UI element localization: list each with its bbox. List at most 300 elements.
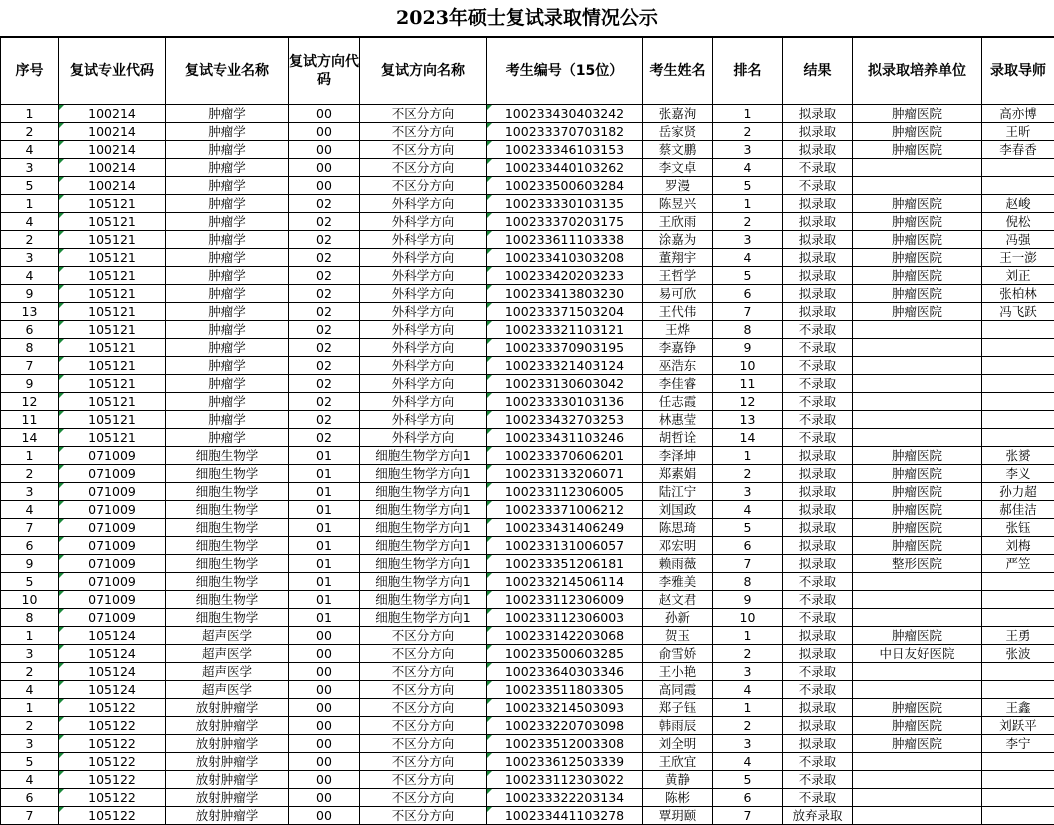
result-cell: 拟录取: [783, 555, 853, 573]
unit-cell: 肿瘤医院: [853, 195, 982, 213]
unit-cell: [853, 357, 982, 375]
candidate-id-cell: 100233371503204: [487, 303, 643, 321]
candidate-id-cell: 100233640303346: [487, 663, 643, 681]
major-name-cell: 超声医学: [166, 663, 289, 681]
major-name-cell: 细胞生物学: [166, 519, 289, 537]
candidate-id-cell: 100233142203068: [487, 627, 643, 645]
result-cell: 拟录取: [783, 519, 853, 537]
advisor-cell: [982, 807, 1054, 825]
major-name-cell: 肿瘤学: [166, 393, 289, 411]
result-cell: 拟录取: [783, 141, 853, 159]
candidate-id-cell: 100233133206071: [487, 465, 643, 483]
seq-cell: 13: [1, 303, 59, 321]
rank-cell: 3: [713, 141, 783, 159]
table-row: [1, 339, 1054, 357]
major-code-cell: 105122: [59, 771, 166, 789]
direction-name-cell: 外科学方向: [360, 303, 487, 321]
major-name-cell: 细胞生物学: [166, 465, 289, 483]
advisor-cell: 张赟: [982, 447, 1054, 465]
unit-cell: 肿瘤医院: [853, 627, 982, 645]
major-name-cell: 肿瘤学: [166, 123, 289, 141]
candidate-id-cell: 100233112306003: [487, 609, 643, 627]
result-cell: 不录取: [783, 393, 853, 411]
header-cell: 复试专业名称: [166, 38, 289, 105]
result-cell: 不录取: [783, 339, 853, 357]
direction-code-cell: 01: [289, 465, 360, 483]
seq-cell: 3: [1, 159, 59, 177]
major-code-cell: 105122: [59, 699, 166, 717]
direction-name-cell: 不区分方向: [360, 105, 487, 123]
unit-cell: 肿瘤医院: [853, 285, 982, 303]
seq-cell: 4: [1, 501, 59, 519]
candidate-id-cell: 100233112306005: [487, 483, 643, 501]
candidate-name-cell: 岳家贤: [643, 123, 713, 141]
major-code-cell: 071009: [59, 609, 166, 627]
candidate-name-cell: 王代伟: [643, 303, 713, 321]
table-row: [1, 699, 1054, 717]
unit-cell: 肿瘤医院: [853, 465, 982, 483]
table-row: [1, 159, 1054, 177]
result-cell: 拟录取: [783, 735, 853, 753]
header-cell: 拟录取培养单位: [853, 38, 982, 105]
direction-name-cell: 不区分方向: [360, 645, 487, 663]
direction-name-cell: 细胞生物学方向1: [360, 465, 487, 483]
table-row: [1, 609, 1054, 627]
candidate-id-cell: 100233131006057: [487, 537, 643, 555]
unit-cell: 肿瘤医院: [853, 501, 982, 519]
table-row: [1, 519, 1054, 537]
major-name-cell: 放射肿瘤学: [166, 807, 289, 825]
seq-cell: 2: [1, 717, 59, 735]
result-cell: 拟录取: [783, 717, 853, 735]
unit-cell: [853, 159, 982, 177]
major-name-cell: 细胞生物学: [166, 501, 289, 519]
table-row: [1, 195, 1054, 213]
seq-cell: 9: [1, 375, 59, 393]
direction-name-cell: 外科学方向: [360, 429, 487, 447]
seq-cell: 1: [1, 105, 59, 123]
rank-cell: 4: [713, 159, 783, 177]
direction-name-cell: 不区分方向: [360, 771, 487, 789]
major-name-cell: 肿瘤学: [166, 141, 289, 159]
table-row: [1, 141, 1054, 159]
major-code-cell: 105121: [59, 357, 166, 375]
candidate-id-cell: 100233500603285: [487, 645, 643, 663]
major-code-cell: 071009: [59, 447, 166, 465]
advisor-cell: [982, 681, 1054, 699]
major-name-cell: 细胞生物学: [166, 591, 289, 609]
candidate-name-cell: 孙新: [643, 609, 713, 627]
header-cell: 录取导师: [982, 38, 1054, 105]
table-row: [1, 717, 1054, 735]
direction-code-cell: 00: [289, 645, 360, 663]
result-cell: 拟录取: [783, 249, 853, 267]
table-row: [1, 267, 1054, 285]
direction-name-cell: 外科学方向: [360, 213, 487, 231]
unit-cell: [853, 573, 982, 591]
advisor-cell: 冯强: [982, 231, 1054, 249]
rank-cell: 4: [713, 681, 783, 699]
rank-cell: 5: [713, 267, 783, 285]
unit-cell: 肿瘤医院: [853, 213, 982, 231]
seq-cell: 8: [1, 609, 59, 627]
major-code-cell: 071009: [59, 573, 166, 591]
major-code-cell: 071009: [59, 501, 166, 519]
candidate-name-cell: 黄静: [643, 771, 713, 789]
direction-name-cell: 外科学方向: [360, 285, 487, 303]
major-code-cell: 105122: [59, 717, 166, 735]
candidate-id-cell: 100233430403242: [487, 105, 643, 123]
direction-name-cell: 不区分方向: [360, 177, 487, 195]
candidate-id-cell: 100233370903195: [487, 339, 643, 357]
unit-cell: [853, 393, 982, 411]
unit-cell: 肿瘤医院: [853, 231, 982, 249]
seq-cell: 4: [1, 141, 59, 159]
candidate-name-cell: 高同霞: [643, 681, 713, 699]
rank-cell: 5: [713, 177, 783, 195]
major-name-cell: 肿瘤学: [166, 429, 289, 447]
rank-cell: 10: [713, 357, 783, 375]
candidate-name-cell: 赖雨薇: [643, 555, 713, 573]
advisor-cell: [982, 429, 1054, 447]
result-cell: 不录取: [783, 573, 853, 591]
result-cell: 拟录取: [783, 537, 853, 555]
direction-code-cell: 00: [289, 177, 360, 195]
candidate-name-cell: 胡哲诠: [643, 429, 713, 447]
seq-cell: 7: [1, 807, 59, 825]
direction-code-cell: 01: [289, 519, 360, 537]
major-code-cell: 105122: [59, 807, 166, 825]
direction-name-cell: 不区分方向: [360, 663, 487, 681]
header-cell: 排名: [713, 38, 783, 105]
header-cell: 复试方向名称: [360, 38, 487, 105]
unit-cell: [853, 375, 982, 393]
direction-name-cell: 细胞生物学方向1: [360, 537, 487, 555]
advisor-cell: 张钰: [982, 519, 1054, 537]
unit-cell: [853, 609, 982, 627]
major-code-cell: 105124: [59, 645, 166, 663]
unit-cell: 整形医院: [853, 555, 982, 573]
major-code-cell: 100214: [59, 177, 166, 195]
candidate-id-cell: 100233420203233: [487, 267, 643, 285]
direction-name-cell: 不区分方向: [360, 123, 487, 141]
major-code-cell: 071009: [59, 483, 166, 501]
major-code-cell: 100214: [59, 123, 166, 141]
direction-name-cell: 不区分方向: [360, 807, 487, 825]
direction-name-cell: 不区分方向: [360, 789, 487, 807]
result-cell: 拟录取: [783, 501, 853, 519]
major-name-cell: 肿瘤学: [166, 375, 289, 393]
major-name-cell: 放射肿瘤学: [166, 789, 289, 807]
table-row: [1, 627, 1054, 645]
table-row: [1, 429, 1054, 447]
candidate-id-cell: 100233432703253: [487, 411, 643, 429]
rank-cell: 6: [713, 537, 783, 555]
header-cell: 结果: [783, 38, 853, 105]
advisor-cell: [982, 375, 1054, 393]
major-name-cell: 细胞生物学: [166, 537, 289, 555]
direction-code-cell: 01: [289, 591, 360, 609]
header-cell: 序号: [1, 38, 59, 105]
seq-cell: 4: [1, 267, 59, 285]
advisor-cell: 张波: [982, 645, 1054, 663]
direction-name-cell: 外科学方向: [360, 339, 487, 357]
major-name-cell: 肿瘤学: [166, 105, 289, 123]
advisor-cell: 高亦博: [982, 105, 1054, 123]
result-cell: 不录取: [783, 591, 853, 609]
candidate-name-cell: 刘全明: [643, 735, 713, 753]
table-row: [1, 411, 1054, 429]
major-code-cell: 105121: [59, 411, 166, 429]
direction-code-cell: 00: [289, 699, 360, 717]
table-row: [1, 465, 1054, 483]
direction-code-cell: 00: [289, 105, 360, 123]
result-cell: 拟录取: [783, 447, 853, 465]
major-name-cell: 肿瘤学: [166, 357, 289, 375]
major-code-cell: 071009: [59, 591, 166, 609]
candidate-name-cell: 李嘉铮: [643, 339, 713, 357]
major-code-cell: 105121: [59, 321, 166, 339]
seq-cell: 10: [1, 591, 59, 609]
candidate-name-cell: 王欣宜: [643, 753, 713, 771]
unit-cell: 肿瘤医院: [853, 483, 982, 501]
advisor-cell: 王勇: [982, 627, 1054, 645]
seq-cell: 2: [1, 123, 59, 141]
direction-name-cell: 不区分方向: [360, 753, 487, 771]
candidate-name-cell: 俞雪娇: [643, 645, 713, 663]
seq-cell: 1: [1, 627, 59, 645]
direction-name-cell: 外科学方向: [360, 411, 487, 429]
rank-cell: 8: [713, 573, 783, 591]
direction-name-cell: 不区分方向: [360, 735, 487, 753]
table-row: [1, 357, 1054, 375]
result-cell: 拟录取: [783, 303, 853, 321]
candidate-name-cell: 郑素娟: [643, 465, 713, 483]
rank-cell: 3: [713, 663, 783, 681]
direction-code-cell: 02: [289, 249, 360, 267]
seq-cell: 2: [1, 663, 59, 681]
major-code-cell: 071009: [59, 465, 166, 483]
major-name-cell: 肿瘤学: [166, 159, 289, 177]
candidate-id-cell: 100233321103121: [487, 321, 643, 339]
advisor-cell: [982, 789, 1054, 807]
direction-code-cell: 01: [289, 573, 360, 591]
candidate-name-cell: 贺玉: [643, 627, 713, 645]
major-code-cell: 105121: [59, 393, 166, 411]
direction-name-cell: 外科学方向: [360, 267, 487, 285]
table-row: [1, 285, 1054, 303]
unit-cell: [853, 177, 982, 195]
header-cell: 考生编号（15位）: [487, 38, 643, 105]
direction-name-cell: 不区分方向: [360, 717, 487, 735]
seq-cell: 9: [1, 555, 59, 573]
major-code-cell: 105121: [59, 249, 166, 267]
admission-table: [0, 37, 1054, 825]
direction-name-cell: 不区分方向: [360, 699, 487, 717]
direction-name-cell: 细胞生物学方向1: [360, 519, 487, 537]
major-code-cell: 105122: [59, 735, 166, 753]
result-cell: 不录取: [783, 681, 853, 699]
seq-cell: 1: [1, 195, 59, 213]
advisor-cell: 王一澎: [982, 249, 1054, 267]
header-cell: 复试方向代码: [289, 38, 360, 105]
direction-name-cell: 外科学方向: [360, 249, 487, 267]
candidate-id-cell: 100233112306009: [487, 591, 643, 609]
major-name-cell: 放射肿瘤学: [166, 753, 289, 771]
table-row: [1, 753, 1054, 771]
page-title: 2023年硕士复试录取情况公示: [0, 0, 1054, 37]
advisor-cell: 李春香: [982, 141, 1054, 159]
direction-code-cell: 00: [289, 717, 360, 735]
candidate-name-cell: 巫浩东: [643, 357, 713, 375]
rank-cell: 14: [713, 429, 783, 447]
result-cell: 不录取: [783, 411, 853, 429]
direction-code-cell: 00: [289, 789, 360, 807]
candidate-id-cell: 100233440103262: [487, 159, 643, 177]
result-cell: 不录取: [783, 753, 853, 771]
table-row: [1, 663, 1054, 681]
direction-name-cell: 细胞生物学方向1: [360, 609, 487, 627]
major-name-cell: 细胞生物学: [166, 447, 289, 465]
candidate-name-cell: 李文卓: [643, 159, 713, 177]
unit-cell: 肿瘤医院: [853, 267, 982, 285]
candidate-id-cell: 100233346103153: [487, 141, 643, 159]
advisor-cell: [982, 663, 1054, 681]
seq-cell: 7: [1, 357, 59, 375]
major-name-cell: 肿瘤学: [166, 267, 289, 285]
direction-code-cell: 01: [289, 537, 360, 555]
unit-cell: 肿瘤医院: [853, 519, 982, 537]
major-name-cell: 肿瘤学: [166, 231, 289, 249]
candidate-name-cell: 涂嘉为: [643, 231, 713, 249]
advisor-cell: 郝佳洁: [982, 501, 1054, 519]
seq-cell: 6: [1, 789, 59, 807]
direction-code-cell: 02: [289, 267, 360, 285]
major-name-cell: 放射肿瘤学: [166, 735, 289, 753]
candidate-id-cell: 100233370606201: [487, 447, 643, 465]
major-name-cell: 肿瘤学: [166, 303, 289, 321]
major-name-cell: 肿瘤学: [166, 285, 289, 303]
candidate-id-cell: 100233112303022: [487, 771, 643, 789]
major-name-cell: 细胞生物学: [166, 573, 289, 591]
advisor-cell: 李宁: [982, 735, 1054, 753]
major-code-cell: 105122: [59, 789, 166, 807]
major-name-cell: 放射肿瘤学: [166, 717, 289, 735]
candidate-id-cell: 100233330103135: [487, 195, 643, 213]
direction-name-cell: 外科学方向: [360, 393, 487, 411]
table-row: [1, 249, 1054, 267]
candidate-name-cell: 陈昱兴: [643, 195, 713, 213]
unit-cell: [853, 321, 982, 339]
result-cell: 不录取: [783, 789, 853, 807]
rank-cell: 1: [713, 699, 783, 717]
rank-cell: 2: [713, 213, 783, 231]
result-cell: 拟录取: [783, 699, 853, 717]
advisor-cell: 孙力超: [982, 483, 1054, 501]
direction-code-cell: 00: [289, 123, 360, 141]
unit-cell: [853, 429, 982, 447]
major-name-cell: 放射肿瘤学: [166, 699, 289, 717]
major-code-cell: 105121: [59, 339, 166, 357]
major-name-cell: 超声医学: [166, 681, 289, 699]
advisor-cell: [982, 609, 1054, 627]
candidate-id-cell: 100233371006212: [487, 501, 643, 519]
rank-cell: 1: [713, 105, 783, 123]
candidate-id-cell: 100233370203175: [487, 213, 643, 231]
direction-code-cell: 00: [289, 141, 360, 159]
direction-code-cell: 00: [289, 771, 360, 789]
direction-code-cell: 00: [289, 753, 360, 771]
direction-name-cell: 外科学方向: [360, 357, 487, 375]
major-code-cell: 071009: [59, 537, 166, 555]
direction-name-cell: 细胞生物学方向1: [360, 501, 487, 519]
seq-cell: 7: [1, 519, 59, 537]
rank-cell: 6: [713, 285, 783, 303]
rank-cell: 2: [713, 465, 783, 483]
seq-cell: 4: [1, 771, 59, 789]
rank-cell: 4: [713, 501, 783, 519]
table-row: [1, 771, 1054, 789]
advisor-cell: 王昕: [982, 123, 1054, 141]
candidate-id-cell: 100233512003308: [487, 735, 643, 753]
seq-cell: 9: [1, 285, 59, 303]
unit-cell: 肿瘤医院: [853, 105, 982, 123]
result-cell: 拟录取: [783, 231, 853, 249]
seq-cell: 5: [1, 177, 59, 195]
candidate-name-cell: 蔡文鹏: [643, 141, 713, 159]
seq-cell: 6: [1, 321, 59, 339]
candidate-name-cell: 陈思琦: [643, 519, 713, 537]
candidate-name-cell: 罗漫: [643, 177, 713, 195]
unit-cell: 中日友好医院: [853, 645, 982, 663]
direction-code-cell: 01: [289, 447, 360, 465]
unit-cell: 肿瘤医院: [853, 717, 982, 735]
candidate-id-cell: 100233410303208: [487, 249, 643, 267]
unit-cell: [853, 753, 982, 771]
unit-cell: 肿瘤医院: [853, 303, 982, 321]
table-row: [1, 573, 1054, 591]
rank-cell: 12: [713, 393, 783, 411]
major-name-cell: 肿瘤学: [166, 411, 289, 429]
table-row: [1, 501, 1054, 519]
direction-code-cell: 02: [289, 285, 360, 303]
table-row: [1, 321, 1054, 339]
rank-cell: 11: [713, 375, 783, 393]
result-cell: 拟录取: [783, 213, 853, 231]
result-cell: 不录取: [783, 321, 853, 339]
direction-code-cell: 00: [289, 627, 360, 645]
rank-cell: 9: [713, 339, 783, 357]
seq-cell: 4: [1, 681, 59, 699]
major-code-cell: 105121: [59, 375, 166, 393]
rank-cell: 6: [713, 789, 783, 807]
major-code-cell: 105121: [59, 303, 166, 321]
seq-cell: 14: [1, 429, 59, 447]
major-name-cell: 超声医学: [166, 645, 289, 663]
result-cell: 放弃录取: [783, 807, 853, 825]
unit-cell: [853, 591, 982, 609]
direction-name-cell: 细胞生物学方向1: [360, 555, 487, 573]
major-name-cell: 超声医学: [166, 627, 289, 645]
candidate-name-cell: 王烨: [643, 321, 713, 339]
seq-cell: 5: [1, 573, 59, 591]
table-row: [1, 681, 1054, 699]
seq-cell: 11: [1, 411, 59, 429]
direction-name-cell: 细胞生物学方向1: [360, 483, 487, 501]
direction-name-cell: 细胞生物学方向1: [360, 591, 487, 609]
seq-cell: 8: [1, 339, 59, 357]
rank-cell: 5: [713, 771, 783, 789]
